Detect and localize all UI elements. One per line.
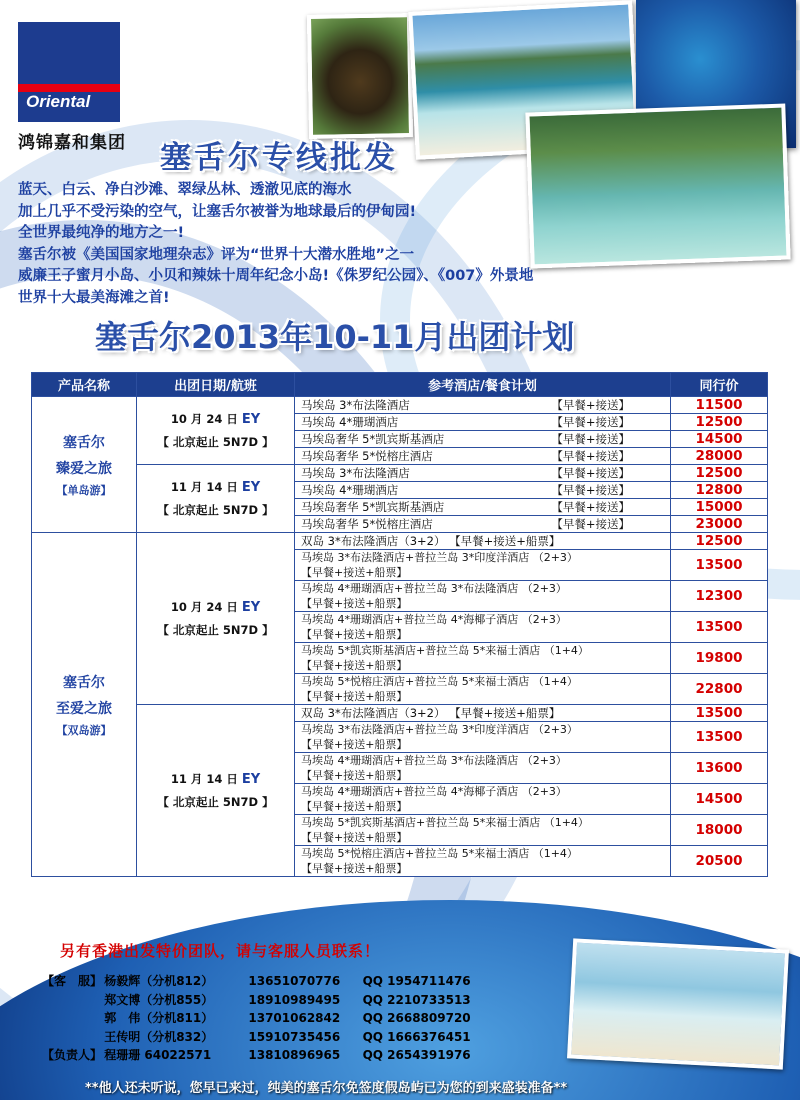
intro-line: 威廉王子蜜月小岛、小贝和辣妹十周年纪念小岛!《侏罗纪公园》、《007》外景地 bbox=[18, 268, 534, 284]
table-row bbox=[32, 465, 768, 482]
table-row bbox=[32, 397, 768, 414]
intro-line: 加上几乎不受污染的空气，让塞舌尔被誉为地球最后的伊甸园! bbox=[18, 203, 417, 220]
headline: 塞舌尔专线批发 bbox=[160, 140, 398, 176]
table-row bbox=[32, 705, 768, 722]
hotel-cell: 马埃岛 4*珊瑚酒店+普拉兰岛 4*海椰子酒店 （2+3） 【早餐+接送+船票】 bbox=[295, 612, 671, 643]
price-cell: 12500 bbox=[671, 465, 768, 482]
price-cell: 13500 bbox=[671, 612, 768, 643]
contacts-block bbox=[42, 972, 471, 1065]
price-cell: 18000 bbox=[671, 815, 768, 846]
header-hotel: 参考酒店/餐食计划 bbox=[295, 373, 671, 397]
hotel-cell: 马埃岛 5*凯宾斯基酒店+普拉兰岛 5*来福士酒店 （1+4） 【早餐+接送+船票】 bbox=[295, 815, 671, 846]
footer-slogan: **他人还未听说，您早已来过，纯美的塞舌尔免签度假岛屿已为您的到来盛装准备** bbox=[85, 1081, 568, 1096]
hotel-cell: 马埃岛 4*珊瑚酒店+普拉兰岛 4*海椰子酒店 （2+3） 【早餐+接送+船票】 bbox=[295, 784, 671, 815]
coco-de-mer-photo bbox=[307, 13, 413, 139]
intro-line: 世界十大最美海滩之首! bbox=[18, 289, 170, 306]
hotel-cell: 马埃岛 4*珊瑚酒店 【早餐+接送】 bbox=[295, 482, 671, 499]
price-cell: 12500 bbox=[671, 533, 768, 550]
hotel-cell: 马埃岛奢华 5*悦榕庄酒店 【早餐+接送】 bbox=[295, 516, 671, 533]
tour-price-table bbox=[31, 372, 768, 877]
price-cell: 12800 bbox=[671, 482, 768, 499]
hotel-cell: 马埃岛 5*悦榕庄酒店+普拉兰岛 5*来福士酒店 （1+4） 【早餐+接送+船票】 bbox=[295, 846, 671, 877]
intro-text bbox=[18, 180, 538, 309]
departure-nov: 11 月 14 日 EY 【 北京起止 5N7D 】 bbox=[137, 465, 295, 533]
price-cell: 13600 bbox=[671, 753, 768, 784]
hotel-cell: 马埃岛 5*悦榕庄酒店+普拉兰岛 5*来福士酒店 （1+4） 【早餐+接送+船票】 bbox=[295, 674, 671, 705]
contact-row: 郭 伟（分机811） 13701062842 QQ 2668809720 bbox=[104, 1011, 471, 1025]
hotel-cell: 双岛 3*布法隆酒店（3+2） 【早餐+接送+船票】 bbox=[295, 705, 671, 722]
departure-nov: 11 月 14 日 EY 【 北京起止 5N7D 】 bbox=[137, 705, 295, 877]
price-cell: 20500 bbox=[671, 846, 768, 877]
intro-line: 全世界最纯净的地方之一! bbox=[18, 225, 185, 241]
contact-row: 王传明（分机832） 15910735456 QQ 1666376451 bbox=[104, 1029, 471, 1044]
price-cell: 28000 bbox=[671, 448, 768, 465]
price-cell: 12300 bbox=[671, 581, 768, 612]
price-cell: 19800 bbox=[671, 643, 768, 674]
price-cell: 15000 bbox=[671, 499, 768, 516]
hotel-cell: 马埃岛 3*布法隆酒店+普拉兰岛 3*印度洋酒店 （2+3） 【早餐+接送+船票】 bbox=[295, 722, 671, 753]
price-cell: 11500 bbox=[671, 397, 768, 414]
price-cell: 14500 bbox=[671, 784, 768, 815]
hong-kong-note: 另有香港出发特价团队，请与客服人员联系！ bbox=[60, 942, 381, 960]
departure-oct: 10 月 24 日 EY 【 北京起止 5N7D 】 bbox=[137, 533, 295, 705]
company-logo bbox=[18, 22, 120, 122]
hotel-cell: 马埃岛 4*珊瑚酒店+普拉兰岛 3*布法隆酒店 （2+3） 【早餐+接送+船票】 bbox=[295, 753, 671, 784]
price-cell: 13500 bbox=[671, 705, 768, 722]
intro-line: 蓝天、白云、净白沙滩、翠绿丛林、透澈见底的海水 bbox=[18, 182, 352, 198]
hotel-cell: 马埃岛奢华 5*凯宾斯基酒店 【早餐+接送】 bbox=[295, 499, 671, 516]
price-cell: 13500 bbox=[671, 550, 768, 581]
contact-row: 【客 服】 杨毅辉（分机812） 13651070776 QQ 1954711476 bbox=[42, 974, 471, 988]
price-cell: 22800 bbox=[671, 674, 768, 705]
plan-title: 塞舌尔2013年10-11月出团计划 bbox=[95, 318, 575, 356]
header-product: 产品名称 bbox=[32, 373, 137, 397]
product-single: 塞舌尔 臻爱之旅 【单岛游】 bbox=[32, 397, 137, 533]
hotel-cell: 双岛 3*布法隆酒店（3+2） 【早餐+接送+船票】 bbox=[295, 533, 671, 550]
logo-text: Oriental bbox=[26, 92, 91, 111]
price-cell: 13500 bbox=[671, 722, 768, 753]
hotel-cell: 马埃岛 5*凯宾斯基酒店+普拉兰岛 5*来福士酒店 （1+4） 【早餐+接送+船票】 bbox=[295, 643, 671, 674]
hotel-cell: 马埃岛 3*布法隆酒店 【早餐+接送】 bbox=[295, 465, 671, 482]
price-cell: 12500 bbox=[671, 414, 768, 431]
hotel-cell: 马埃岛 3*布法隆酒店 【早餐+接送】 bbox=[295, 397, 671, 414]
couple-beach-photo bbox=[525, 104, 790, 269]
hotel-cell: 马埃岛 4*珊瑚酒店+普拉兰岛 3*布法隆酒店 （2+3） 【早餐+接送+船票】 bbox=[295, 581, 671, 612]
contact-row: 郑文博（分机855） 18910989495 QQ 2210733513 bbox=[104, 992, 471, 1007]
table-header-row bbox=[32, 373, 768, 397]
group-name: 鸿锦嘉和集团 bbox=[18, 133, 126, 153]
product-double: 塞舌尔 至爱之旅 【双岛游】 bbox=[32, 533, 137, 877]
departure-oct: 10 月 24 日 EY 【 北京起止 5N7D 】 bbox=[137, 397, 295, 465]
price-cell: 14500 bbox=[671, 431, 768, 448]
header-date: 出团日期/航班 bbox=[137, 373, 295, 397]
hotel-cell: 马埃岛奢华 5*凯宾斯基酒店 【早餐+接送】 bbox=[295, 431, 671, 448]
hotel-cell: 马埃岛 3*布法隆酒店+普拉兰岛 3*印度洋酒店 （2+3） 【早餐+接送+船票】 bbox=[295, 550, 671, 581]
hotel-cell: 马埃岛 4*珊瑚酒店 【早餐+接送】 bbox=[295, 414, 671, 431]
beach-chairs-photo bbox=[567, 938, 789, 1069]
contact-row-lead: 【负责人】 程珊珊 64022571 13810896965 QQ 2654391976 bbox=[42, 1048, 471, 1062]
header-price: 同行价 bbox=[671, 373, 768, 397]
hotel-cell: 马埃岛奢华 5*悦榕庄酒店 【早餐+接送】 bbox=[295, 448, 671, 465]
price-cell: 23000 bbox=[671, 516, 768, 533]
table-row bbox=[32, 533, 768, 550]
intro-line: 塞舌尔被《美国国家地理杂志》评为“世界十大潜水胜地”之一 bbox=[18, 246, 415, 263]
